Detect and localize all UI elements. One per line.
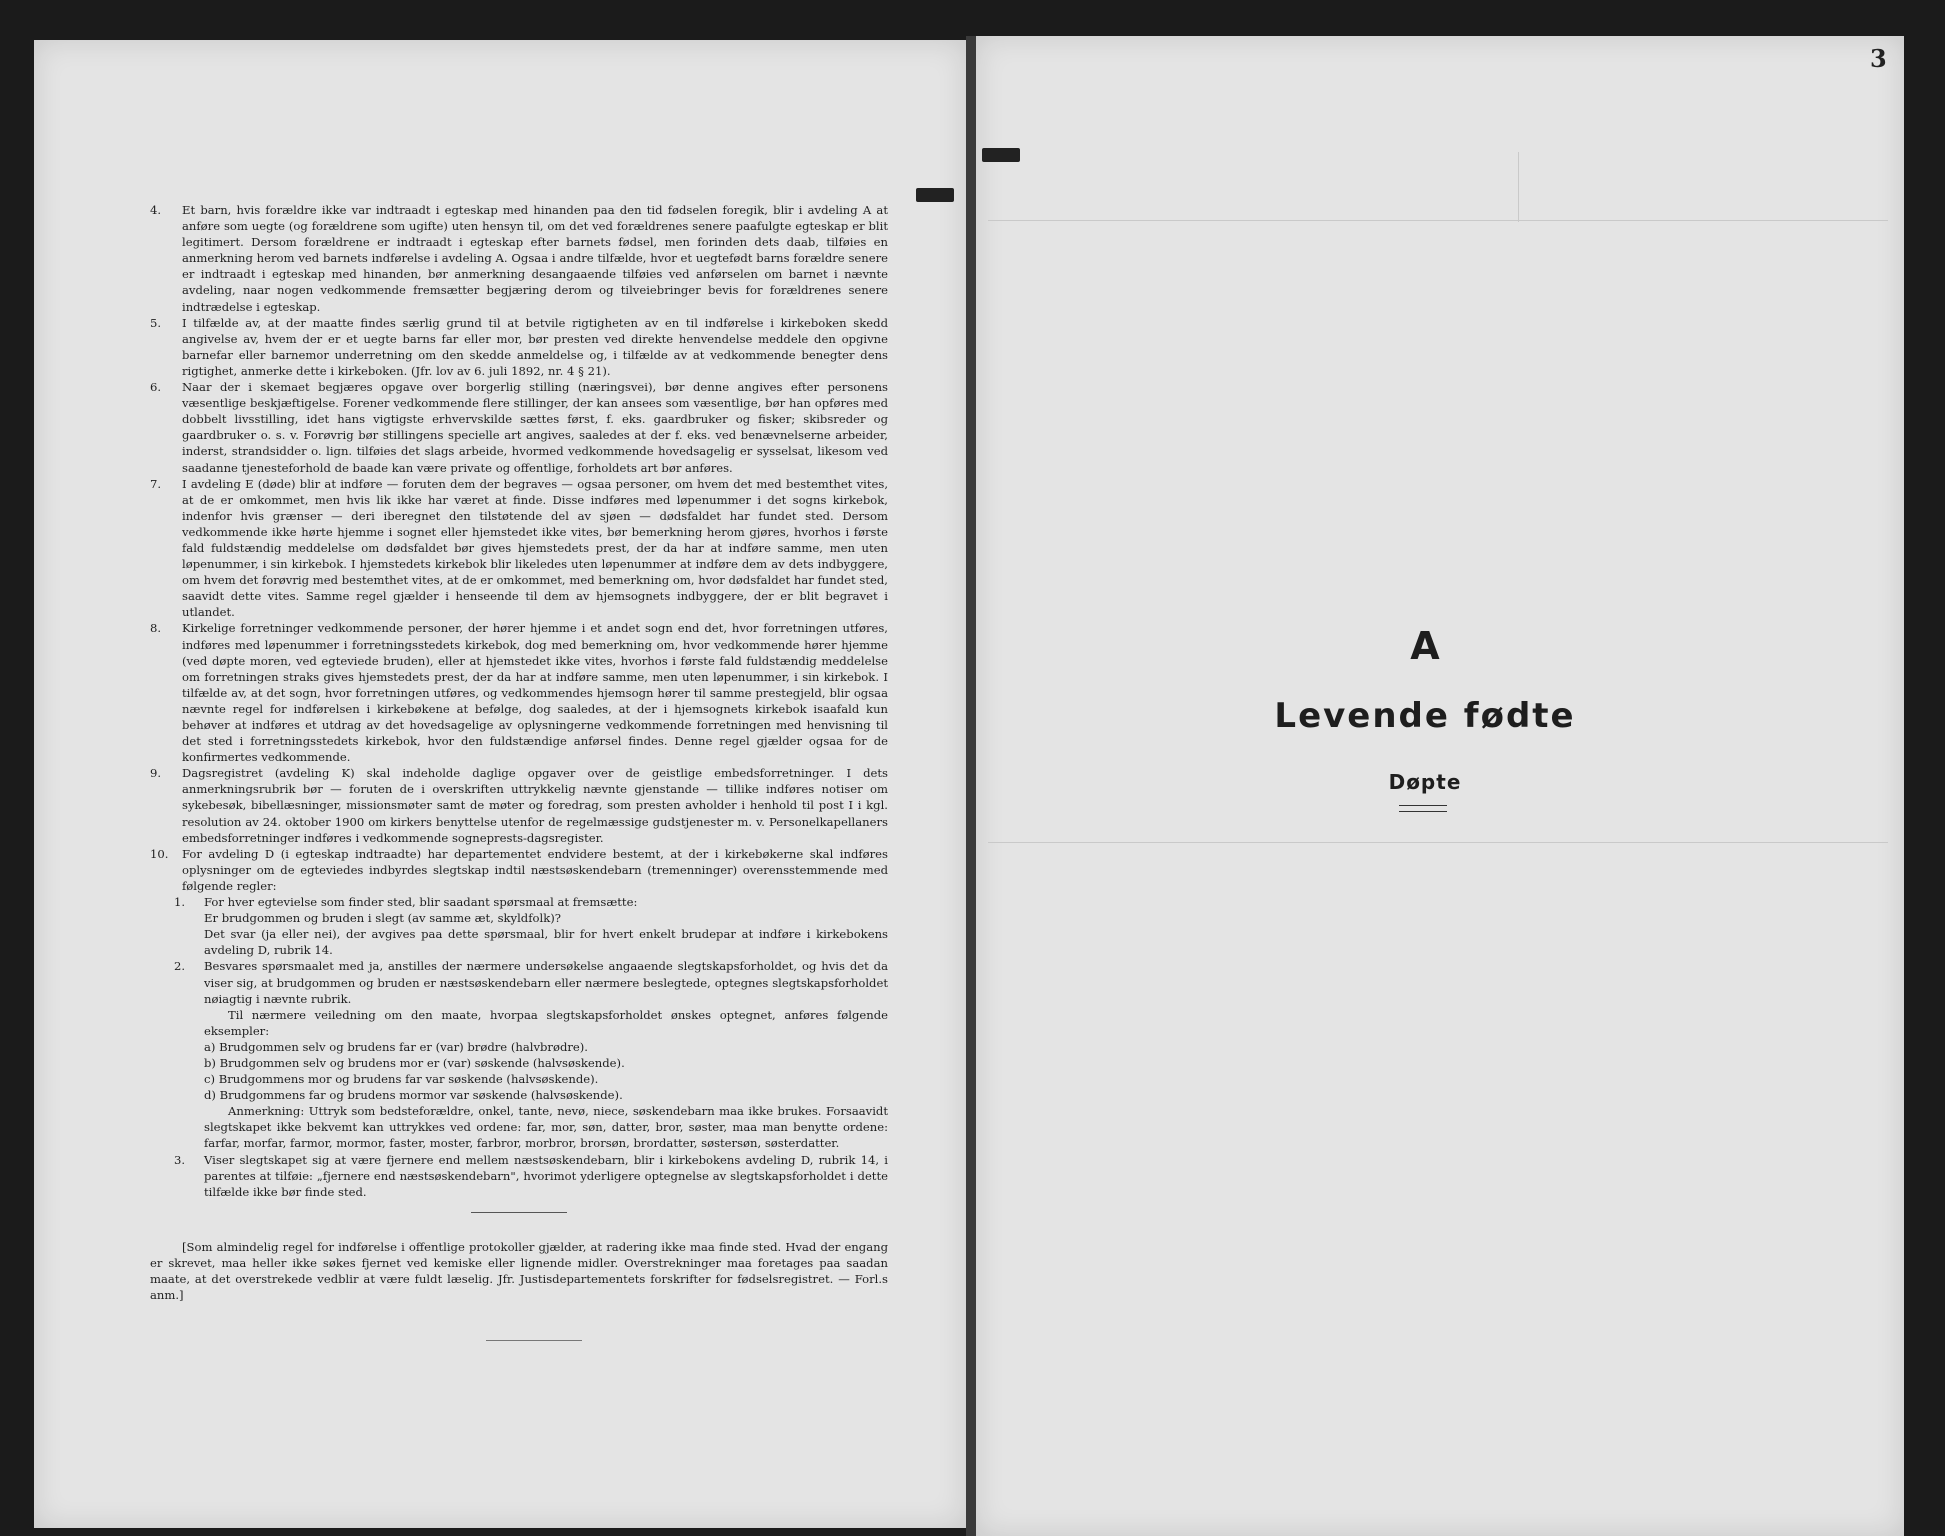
divider	[471, 1212, 567, 1213]
bleed-rule	[988, 220, 1888, 221]
bleed-column-line	[1518, 152, 1519, 222]
bleed-rule-2	[988, 842, 1888, 843]
instruction-paragraph-9: 9. Dagsregistret (avdeling K) skal indeholde daglige opgaver over de geistlige embedsforretninger. I dets anmerkningsrubrik bør — foruten de i overskriften uttrykkelig nævnte gjenstande — tillike indføres notiser om sykebesøk, bibellæsninger, missionsmøter samt de møter og foredrag, som presten avholder i henhold til post I i kgl. resolution av 24. oktober 1900 om kirkers benyttelse utenfor de regelmæssige gudstjenester m. v. Personelkapellaners embedsforretninger indføres i vedkommende sogneprests-dagsregister.	[150, 766, 888, 845]
rule-2: 2. Besvares spørsmaalet med ja, anstilles der nærmere undersøkelse angaaende slegtskapsforholdet, og hvis det da viser sig, at brudgommen og bruden er næstsøskendebarn eller nærmere beslegtede, optegnes slegtskapsforholdet nøiagtig i nævnte rubrik. Til nærmere veiledning om den maate, hvorpaa slegtskapsforholdet ønskes optegnet, anføres følgende eksempler: a) Brudgommen selv og brudens far er (var) brødre (halvbrødre). b) Brudgommen selv og brudens mor er (var) søskende (halvsøskende). c) Brudgommens mor og brudens far var søskende (halvsøskende). d) Brudgommens far og brudens mormor var søskende (halvsøskende). Anmerkning: Uttryk som bedsteforældre, onkel, tante, nevø, niece, søskendebarn maa ikke brukes. Forsaavidt slegtskapet ikke bekvemt kan uttrykkes ved ordene: far, mor, søn, datter, bror, søster, maa man benytte ordene: farfar, morfar, farmor, mormor, faster, moster, farbror, morbror, brorsøn, brordatter, søstersøn, søsterdatter.	[174, 959, 888, 1151]
instruction-paragraph-10: 10. For avdeling D (i egteskap indtraadte) har departementet endvidere bestemt, at der i kirkebøkerne skal indføres oplysninger om de egteviedes indbyrdes slegtskap indtil næstsøskendebarn (tremenninger) overensstemmende med følgende regler:	[150, 846, 888, 893]
remark: Anmerkning: Uttryk som bedsteforældre, onkel, tante, nevø, niece, søskendebarn maa ikke brukes. Forsaavidt slegtskapet ikke bekvemt kan uttrykkes ved ordene: far, mor, søn, datter, bror, søster, maa man benytte ordene: farfar, morfar, farmor, mormor, faster, moster, farbror, morbror, brorsøn, brordatter, søstersøn, søsterdatter.	[204, 1104, 888, 1151]
double-rule	[1399, 805, 1447, 812]
instruction-paragraph-4: 4. Et barn, hvis forældre ikke var indtraadt i egteskap med hinanden paa den tid fødselen foregik, blir i avdeling A at anføre som uegte (og forældrene som ugifte) uten hensyn til, om det ved forældrenes senere paafulgte egteskap er blit legitimert. Dersom forældrene er indtraadt i egteskap efter barnets fødsel, men forinden dets daab, tilføies en anmerkning herom ved barnets indførelse i avdeling A. Ogsaa i andre tilfælde, hvor et uegtefødt barns forældre senere er indtraadt i egteskap med hinanden, bør anmerkning desangaaende tilføies ved anførselen om barnet i nævnte avdeling, naar nogen vedkommende fremsætter begjæring derom og tilveiebringer bevis for forældrenes senere indtrædelse i egteskap.	[150, 203, 888, 314]
example-a: a) Brudgommen selv og brudens far er (var) brødre (halvbrødre).	[204, 1039, 588, 1054]
instruction-paragraph-6: 6. Naar der i skemaet begjæres opgave over borgerlig stilling (næringsvei), bør denne angives efter personens væsentlige beskjæftigelse. Forener vedkommende flere stillinger, der kan ansees som væsentlige, bør han opføres med dobbelt livsstilling, idet hans vigtigste erhvervskilde sættes først, f. eks. gaardbruker og fisker; skibsreder og gaardbruker o. s. v. Forøvrig bør stillingens specielle art angives, saaledes at der f. eks. ved benævnelserne arbeider, inderst, strandsidder o. lign. tilføies det slags arbeide, hvormed vedkommende hovedsagelig er sysselsat, likesom ved saadanne tjenesteforhold de baade kan være private og offentlige, forholdets art bør anføres.	[150, 380, 888, 475]
instruction-paragraph-5: 5. I tilfælde av, at der maatte findes særlig grund til at betvile rigtigheten av en til indførelse i kirkeboken skedd angivelse av, hvem der er et uegte barns far eller mor, bør presten ved direkte henvendelse meddele den opgivne barnefar eller barnemor underretning om den skedde anmeldelse og, i tilfælde av at vedkommende benegter dens rigtighet, anmerke dette i kirkeboken. (Jfr. lov av 6. juli 1892, nr. 4 § 21).	[150, 315, 888, 378]
instructions-text	[150, 202, 888, 1315]
footnote: [Som almindelig regel for indførelse i offentlige protokoller gjælder, at radering ikke maa finde sted. Hvad der engang er skrevet, maa heller ikke søkes fjernet ved kemiske eller lignende midler. Overstrekninger maa foretages paa saadan maate, at det overstrekede vedblir at være fuldt læselig. Jfr. Justisdepartementets forskrifter for fødselsregistret. — Forl.s anm.]	[150, 1239, 888, 1303]
section-title: Levende fødte	[1274, 696, 1576, 736]
example-c: c) Brudgommens mor og brudens far var søskende (halvsøskende).	[204, 1072, 599, 1087]
left-page	[34, 40, 966, 1528]
book-spine	[966, 36, 976, 1536]
bleed-stamp-mark	[916, 188, 954, 202]
bleed-stamp-mark-right	[982, 148, 1020, 162]
page-number: 3	[1870, 44, 1887, 73]
section-letter: A	[1410, 624, 1440, 668]
instruction-paragraph-7: 7. I avdeling E (døde) blir at indføre — foruten dem der begraves — ogsaa personer, om hvem det med bestemthet vites, at de er omkommet, men hvis lik ikke har været at finde. Disse indføres med løpenummer i det sogns kirkebok, indenfor hvis grænser — deri iberegnet den tilstøtende del av sjøen — dødsfaldet har fundet sted. Dersom vedkommende ikke hørte hjemme i sognet eller hjemstedet ikke vites, bør bemerkning herom gjøres, hvorhos i første fald fuldstændig meddelelse om dødsfaldet bør gives hjemstedets prest, der da har at indføre samme, men uten løpenummer, i sin kirkebok. I hjemstedets kirkebok blir likeledes uten løpenummer at indføre dem av dets indbyggere, om hvem det forøvrig med bestemthet vites, at de er omkommet, med bemerkning om, hvor dødsfaldet har fundet sted, saavidt dette vites. Samme regel gjælder i henseende til dem av hjemsognets indbyggere, der er blit begravet i utlandet.	[150, 476, 888, 620]
rule-3: 3. Viser slegtskapet sig at være fjernere end mellem næstsøskendebarn, blir i kirkebokens avdeling D, rubrik 14, i parentes at tilføie: „fjernere end næstsøskendebarn", hvorimot yderligere optegnelse av slegtskapsforholdet i dette tilfælde ikke bør finde sted.	[174, 1152, 888, 1199]
example-d: d) Brudgommens far og brudens mormor var søskende (halvsøskende).	[204, 1088, 623, 1103]
example-b: b) Brudgommen selv og brudens mor er (var) søskende (halvsøskende).	[204, 1055, 625, 1070]
instruction-paragraph-8: 8. Kirkelige forretninger vedkommende personer, der hører hjemme i et andet sogn end det, hvor forretningen utføres, indføres med løpenummer i forretningsstedets kirkebok, dog med bemerkning om, hvor vedkommende hører hjemme (ved døpte moren, ved egteviede bruden), eller at hjemstedet ikke vites, hvorhos i første fald fuldstændig meddelelse om forretningen straks gives hjemstedets prest, der da har at indføre samme, men uten løpenummer, i sin kirkebok. I tilfælde av, at det sogn, hvor forretningen utføres, og vedkommendes hjemsogn hører til samme prestegjeld, blir ogsaa nævnte regel for indførelsen i kirkebøkene at befølge, dog saaledes, at der i hjemsognets kirkebok isaafald kun behøver at indføres et utdrag av det hovedsagelige av oplysningerne vedkommende forretningen med henvisning til det sted i forretningsstedets kirkebok, hvor den fuldstændige anførsel findes. Denne regel gjælder ogsaa for de konfirmertes vedkommende.	[150, 621, 888, 765]
section-subtitle: Døpte	[1388, 770, 1462, 794]
rule-1: 1. For hver egtevielse som finder sted, blir saadant spørsmaal at fremsætte: Er brudgommen og bruden i slegt (av samme æt, skyldfolk)? Det svar (ja eller nei), der avgives paa dette spørsmaal, blir for hvert enkelt brudepar at indføre i kirkebokens avdeling D, rubrik 14.	[174, 895, 888, 958]
bottom-divider	[486, 1340, 582, 1341]
